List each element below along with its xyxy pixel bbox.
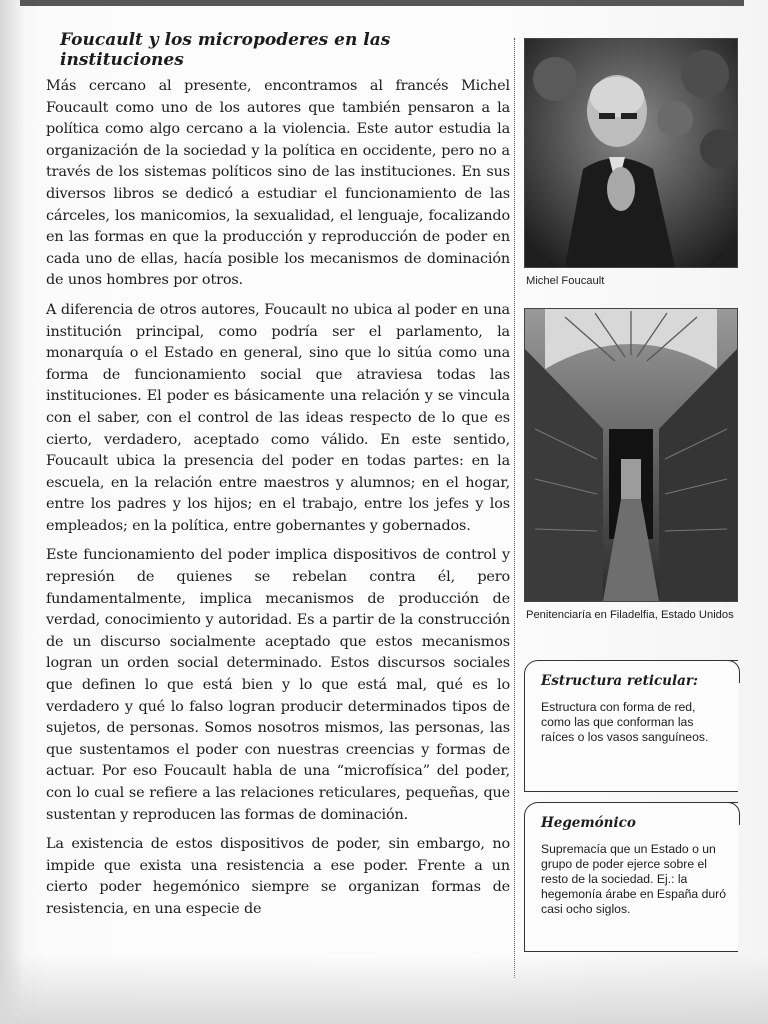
foucault-photo-image bbox=[525, 39, 737, 267]
article-title: Foucault y los micropoderes en las instituciones bbox=[60, 30, 391, 70]
sidebar-column bbox=[524, 38, 738, 952]
glossary-definition: Supremacía que un Estado o un grupo de poder ejerce sobre el resto de la sociedad. Ej.: la hegemonía árabe en España duró casi ocho siglos. bbox=[541, 842, 726, 916]
glossary-definition: Estructura con forma de red, como las que conforman las raíces o los vasos sanguíneos. bbox=[541, 700, 709, 744]
penitentiary-photo-image bbox=[525, 309, 737, 601]
glossary-box-hegemonico bbox=[524, 802, 738, 952]
article-paragraph-1: Más cercano al presente, encontramos al francés Michel Foucault como uno de los autores que también pensaron a la política como algo cercano a la violencia. Este autor estudia la organización de la sociedad y la política en occidente, pero no a través de los sistemas políticos sino de las instituciones. En sus diversos libros se dedicó a estudiar el funcionamiento de las cárceles, los manicomios, la sexualidad, el lenguaje, focalizando en las formas en que la producción y reproducción de poder en cada uno de ellas, hacía posible los mecanismos de dominación de unos hombres por otros. bbox=[46, 78, 510, 289]
page-bottom-shadow bbox=[0, 954, 768, 1024]
article-paragraph-3: Este funcionamiento del poder implica dispositivos de control y represión de quienes se rebelan contra él, pero fundamentalmente, implica mecanismos de producción de verdad, conocimiento y autoridad. Es a partir de la construcción de un discurso socialmente aceptado que estos mecanismos logran un orden social determinado. Estos discursos sociales que definen lo que está bien y lo que está mal, qué es lo verdadero y qué lo falso logran producir determinados tipos de sujetos, de personas. Somos nosotros mismos, las personas, las que sustentamos el poder con nuestras creencias y formas de actuar. Por eso Foucault habla de una “microfísica” del poder, con lo cual se refiere a las relaciones reticulares, pequeñas, que sustentan y reproducen las formas de dominación. bbox=[46, 547, 510, 823]
article-column bbox=[46, 30, 510, 929]
penitentiary-photo-caption: Penitenciaría en Filadelfia, Estado Unidos bbox=[526, 609, 734, 621]
article-paragraph-4: La existencia de estos dispositivos de poder, sin embargo, no impide que exista una resistencia a ese poder. Frente a un cierto poder hegemónico siempre se organizan formas de resistencia, en una especie de bbox=[46, 836, 510, 917]
glossary-box-estructura-reticular bbox=[524, 660, 738, 792]
penitentiary-photo bbox=[524, 308, 738, 602]
foucault-photo bbox=[524, 38, 738, 268]
article-paragraph-2: A diferencia de otros autores, Foucault no ubica al poder en una institución principal, como podría ser el parlamento, la monarquía o el Estado en general, sino que lo sitúa como una forma de funcionamiento social que atraviesa todas las instituciones. El poder es básicamente una relación y se vincula con el saber, con el control de las ideas respecto de lo que es cierto, verdadero, aceptado como válido. En este sentido, Foucault ubica la presencia del poder en todas partes: en la escuela, en la relación entre maestros y alumnos; en el hogar, entre los padres y los hijos; en el trabajo, entre los jefes y los empleados; en la política, entre gobernantes y gobernados. bbox=[46, 301, 510, 534]
top-edge-strip bbox=[20, 0, 744, 6]
glossary-term: Hegemónico bbox=[541, 815, 636, 831]
page-gutter-shadow bbox=[0, 0, 24, 1024]
glossary-term: Estructura reticular: bbox=[541, 673, 698, 689]
foucault-photo-caption: Michel Foucault bbox=[526, 275, 605, 287]
column-divider bbox=[514, 38, 515, 978]
